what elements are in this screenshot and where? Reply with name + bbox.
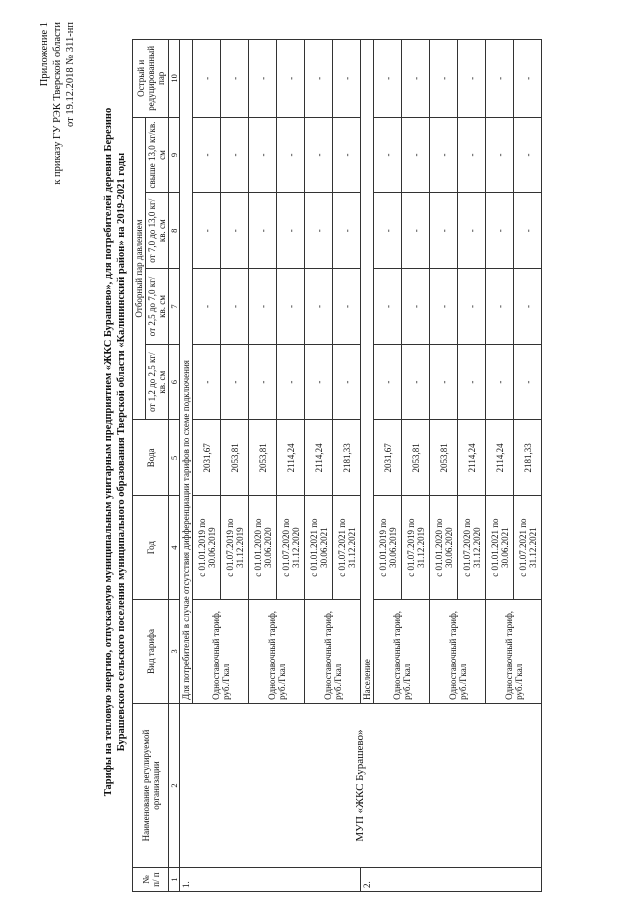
period-cell: с 01.07.2020 по 31.12.2020 — [277, 496, 305, 600]
steam-value-c10: - — [221, 40, 249, 118]
water-value: 2114,24 — [486, 420, 514, 496]
water-value: 2053,81 — [430, 420, 458, 496]
steam-value-c7: - — [374, 269, 402, 345]
period-cell: с 01.01.2019 по 30.06.2019 — [374, 496, 402, 600]
document-title — [102, 12, 128, 892]
header-year: Год — [133, 496, 169, 600]
steam-value-c7: - — [221, 269, 249, 345]
table-body — [180, 40, 542, 892]
organization-name: МУП «ЖКС Бурашево» — [180, 703, 542, 867]
header-p1: от 1,2 до 2,5 кг/кв. см — [146, 344, 169, 420]
steam-value-c9: - — [486, 117, 514, 193]
title-line-1: Тарифы на тепловую энергию, отпускаемую муниципальным унитарным предприятием «ЖКС Бурашево», для потребителей деревни Березино — [103, 107, 114, 797]
steam-value-c7: - — [277, 269, 305, 345]
colnum: 10 — [169, 40, 180, 118]
steam-value-c8: - — [221, 193, 249, 269]
header-sharp: Острый и редуцированный пар — [133, 40, 169, 118]
steam-value-c6: - — [430, 344, 458, 420]
steam-value-c6: - — [333, 344, 361, 420]
water-value: 2114,24 — [277, 420, 305, 496]
header-p3: от 7,0 до 13,0 кг/кв. см — [146, 193, 169, 269]
water-value: 2031,67 — [193, 420, 221, 496]
steam-value-c7: - — [193, 269, 221, 345]
steam-value-c6: - — [221, 344, 249, 420]
steam-value-c8: - — [249, 193, 277, 269]
steam-value-c8: - — [458, 193, 486, 269]
steam-value-c10: - — [193, 40, 221, 118]
colnum: 1 — [169, 868, 180, 892]
section-heading: Население — [361, 40, 374, 704]
title-line-2: Бурашевского сельского поселения муниципального образования Тверской области «Калининский район» на 2019-2021 годы — [116, 152, 127, 752]
colnum: 8 — [169, 193, 180, 269]
period-cell: с 01.07.2021 по 31.12.2021 — [514, 496, 542, 600]
steam-value-c8: - — [402, 193, 430, 269]
header-steam: Отборный пар давлением — [133, 117, 146, 420]
steam-value-c6: - — [402, 344, 430, 420]
colnum: 3 — [169, 600, 180, 704]
period-cell: с 01.01.2021 по 30.06.2021 — [305, 496, 333, 600]
steam-value-c7: - — [514, 269, 542, 345]
section-number: 2. — [361, 868, 542, 892]
appendix-block — [38, 22, 77, 185]
colnum: 9 — [169, 117, 180, 193]
colnum: 6 — [169, 344, 180, 420]
steam-value-c6: - — [277, 344, 305, 420]
steam-value-c10: - — [402, 40, 430, 118]
period-cell: с 01.07.2021 по 31.12.2021 — [333, 496, 361, 600]
steam-value-c10: - — [458, 40, 486, 118]
steam-value-c9: - — [374, 117, 402, 193]
period-cell: с 01.01.2020 по 30.06.2020 — [249, 496, 277, 600]
steam-value-c9: - — [514, 117, 542, 193]
tariff-type: Одноставочный тариф, руб./Гкал — [430, 600, 486, 704]
steam-value-c10: - — [333, 40, 361, 118]
steam-value-c7: - — [402, 269, 430, 345]
steam-value-c10: - — [305, 40, 333, 118]
section-heading-row — [180, 40, 193, 892]
steam-value-c7: - — [305, 269, 333, 345]
steam-value-c7: - — [249, 269, 277, 345]
steam-value-c6: - — [458, 344, 486, 420]
period-cell: с 01.07.2019 по 31.12.2019 — [402, 496, 430, 600]
colnum: 7 — [169, 269, 180, 345]
header-tariff: Вид тарифа — [133, 600, 169, 704]
tariff-type: Одноставочный тариф, руб./Гкал — [305, 600, 361, 704]
steam-value-c8: - — [486, 193, 514, 269]
colnum: 4 — [169, 496, 180, 600]
steam-value-c8: - — [514, 193, 542, 269]
header-org: Наименование регулируемой организации — [133, 703, 169, 867]
header-p2: от 2,5 до 7,0 кг/кв. см — [146, 269, 169, 345]
period-cell: с 01.07.2019 по 31.12.2019 — [221, 496, 249, 600]
appendix-line-2: к приказу ГУ РЭК Тверской области — [52, 22, 63, 185]
steam-value-c6: - — [193, 344, 221, 420]
section-number: 1. — [180, 868, 361, 892]
steam-value-c10: - — [514, 40, 542, 118]
steam-value-c10: - — [374, 40, 402, 118]
water-value: 2181,33 — [514, 420, 542, 496]
water-value: 2114,24 — [305, 420, 333, 496]
header-p4: свыше 13,0 кг/кв. см — [146, 117, 169, 193]
header-no: № п/ п — [133, 868, 169, 892]
rotated-sheet — [20, 12, 620, 892]
water-value: 2053,81 — [249, 420, 277, 496]
steam-value-c10: - — [277, 40, 305, 118]
column-number-row — [169, 40, 180, 892]
period-cell: с 01.01.2021 по 30.06.2021 — [486, 496, 514, 600]
steam-value-c8: - — [305, 193, 333, 269]
steam-value-c9: - — [305, 117, 333, 193]
steam-value-c6: - — [249, 344, 277, 420]
steam-value-c8: - — [193, 193, 221, 269]
section-heading: Для потребителей в случае отсутствия дифференциации тарифов по схеме подключения — [180, 40, 193, 704]
steam-value-c9: - — [249, 117, 277, 193]
steam-value-c8: - — [430, 193, 458, 269]
water-value: 2114,24 — [458, 420, 486, 496]
tariff-type: Одноставочный тариф, руб./Гкал — [486, 600, 542, 704]
colnum: 2 — [169, 703, 180, 867]
header-water: Вода — [133, 420, 169, 496]
steam-value-c9: - — [430, 117, 458, 193]
steam-value-c7: - — [486, 269, 514, 345]
steam-value-c8: - — [333, 193, 361, 269]
steam-value-c9: - — [402, 117, 430, 193]
water-value: 2053,81 — [221, 420, 249, 496]
steam-value-c10: - — [249, 40, 277, 118]
water-value: 2031,67 — [374, 420, 402, 496]
tariff-type: Одноставочный тариф, руб./Гкал — [249, 600, 305, 704]
steam-value-c9: - — [277, 117, 305, 193]
tariff-type: Одноставочный тариф, руб./Гкал — [193, 600, 249, 704]
steam-value-c6: - — [374, 344, 402, 420]
steam-value-c9: - — [221, 117, 249, 193]
tariff-table — [132, 39, 542, 892]
steam-value-c10: - — [486, 40, 514, 118]
steam-value-c9: - — [458, 117, 486, 193]
steam-value-c10: - — [430, 40, 458, 118]
steam-value-c7: - — [333, 269, 361, 345]
water-value: 2053,81 — [402, 420, 430, 496]
steam-value-c7: - — [430, 269, 458, 345]
steam-value-c8: - — [277, 193, 305, 269]
steam-value-c8: - — [374, 193, 402, 269]
water-value: 2181,33 — [333, 420, 361, 496]
tariff-type: Одноставочный тариф, руб./Гкал — [374, 600, 430, 704]
steam-value-c6: - — [514, 344, 542, 420]
appendix-line-3: от 19.12.2018 № 311-нп — [65, 22, 76, 127]
period-cell: с 01.07.2020 по 31.12.2020 — [458, 496, 486, 600]
steam-value-c6: - — [486, 344, 514, 420]
period-cell: с 01.01.2019 по 30.06.2019 — [193, 496, 221, 600]
steam-value-c9: - — [193, 117, 221, 193]
steam-value-c9: - — [333, 117, 361, 193]
colnum: 5 — [169, 420, 180, 496]
period-cell: с 01.01.2020 по 30.06.2020 — [430, 496, 458, 600]
steam-value-c7: - — [458, 269, 486, 345]
appendix-line-1: Приложение 1 — [39, 22, 50, 87]
header-row-1 — [133, 40, 146, 892]
steam-value-c6: - — [305, 344, 333, 420]
